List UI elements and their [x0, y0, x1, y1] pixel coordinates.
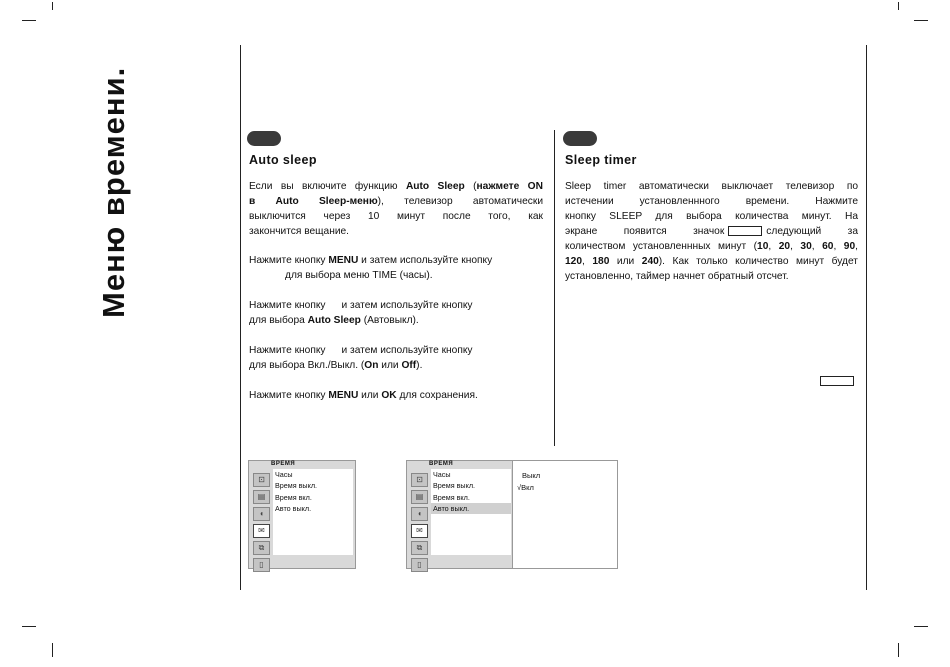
- step-1: Нажмите кнопку MENU и затем используйте кнопку для выбора меню TIME (часы).: [249, 255, 493, 281]
- clock-icon: ✉: [253, 524, 270, 538]
- text-line: 120, 180 или 240). Как только количество минут будет: [565, 256, 858, 267]
- step-2: Нажмите кнопку и затем используйте кнопку для выбора Auto Sleep (Автовыкл).: [249, 300, 473, 326]
- crop-mark: [22, 20, 36, 21]
- osd-menu-time-auto-sleep: [406, 460, 514, 569]
- option-off[interactable]: Выкл: [522, 471, 541, 480]
- sleep-indicator-icon: [728, 226, 762, 236]
- text-line: установленно, таймер начнет обратный отсчет.: [565, 271, 789, 282]
- menu-item-off-time[interactable]: Время выкл.: [275, 481, 318, 491]
- sleep-indicator-icon: [820, 376, 854, 386]
- tv-icon: ⊡: [253, 473, 270, 487]
- sound-icon: ◖: [253, 507, 270, 521]
- intro-line: выключится через 10 минут после того, как: [249, 211, 543, 222]
- text-line: экране появится значок следующий за: [565, 226, 858, 237]
- step-4: Нажмите кнопку MENU или OK для сохранения.: [249, 390, 478, 401]
- side-title: Меню времени.: [96, 66, 131, 318]
- tv-icon: ⊡: [411, 473, 428, 487]
- column-rule-middle: [554, 130, 555, 446]
- osd-menu-time: [248, 460, 356, 569]
- crop-mark: [914, 626, 928, 627]
- osd-title: ВРЕМЯ: [271, 461, 296, 467]
- menu-item-auto-sleep[interactable]: Авто выкл.: [431, 503, 511, 514]
- sound-icon: ◖: [411, 507, 428, 521]
- menu-item-on-time[interactable]: Время вкл.: [433, 492, 470, 502]
- text-line: Sleep timer автоматически выключает телевизор по: [565, 181, 858, 192]
- screen-icon: ▯: [411, 558, 428, 572]
- picture-icon: ▤: [411, 490, 428, 504]
- crop-mark: [52, 643, 53, 657]
- section-badge: [563, 131, 597, 146]
- osd-icon-column: [411, 473, 428, 575]
- intro-line: Если вы включите функцию Auto Sleep (нажмете ON: [249, 181, 543, 192]
- menu-item-clock[interactable]: Часы: [433, 470, 451, 479]
- osd-menu-panel: [431, 469, 511, 555]
- special-icon: ⧉: [411, 541, 428, 555]
- text-line: кнопку SLEEP для выбора количества минут. На: [565, 211, 858, 222]
- crop-mark: [914, 20, 928, 21]
- intro-line: закончится вещание.: [249, 226, 350, 237]
- column-rule-left: [240, 45, 241, 590]
- osd-menu-panel: [273, 469, 353, 555]
- clock-icon: ✉: [411, 524, 428, 538]
- column-rule-right: [866, 45, 867, 590]
- special-icon: ⧉: [253, 541, 270, 555]
- picture-icon: ▤: [253, 490, 270, 504]
- option-on[interactable]: √Вкл: [517, 483, 534, 492]
- step-3: Нажмите кнопку и затем используйте кнопку для выбора Вкл./Выкл. (On или Off).: [249, 345, 473, 371]
- auto-sleep-heading: Auto sleep: [249, 153, 317, 167]
- text-line: количеством установленнных минут (10, 20, 30, 60, 90,: [565, 241, 858, 252]
- sleep-timer-heading: Sleep timer: [565, 153, 637, 167]
- menu-item-off-time[interactable]: Время выкл.: [433, 481, 476, 491]
- menu-item-on-time[interactable]: Время вкл.: [275, 492, 312, 502]
- section-badge: [247, 131, 281, 146]
- text-line: истечении установленнного времени. Нажмите: [565, 196, 858, 207]
- screen-icon: ▯: [253, 558, 270, 572]
- sleep-timer-text: [565, 179, 858, 284]
- osd-icon-column: [253, 473, 270, 575]
- intro-line: в Auto Sleep-меню), телевизор автоматически: [249, 196, 544, 207]
- crop-mark: [22, 626, 36, 627]
- auto-sleep-options-panel: [512, 460, 618, 569]
- crop-mark: [898, 2, 899, 10]
- crop-mark: [898, 643, 899, 657]
- osd-title: ВРЕМЯ: [429, 461, 454, 467]
- menu-item-clock[interactable]: Часы: [275, 470, 293, 479]
- auto-sleep-intro: [249, 179, 543, 239]
- menu-item-auto-sleep[interactable]: Авто выкл.: [275, 503, 312, 513]
- crop-mark: [52, 2, 53, 10]
